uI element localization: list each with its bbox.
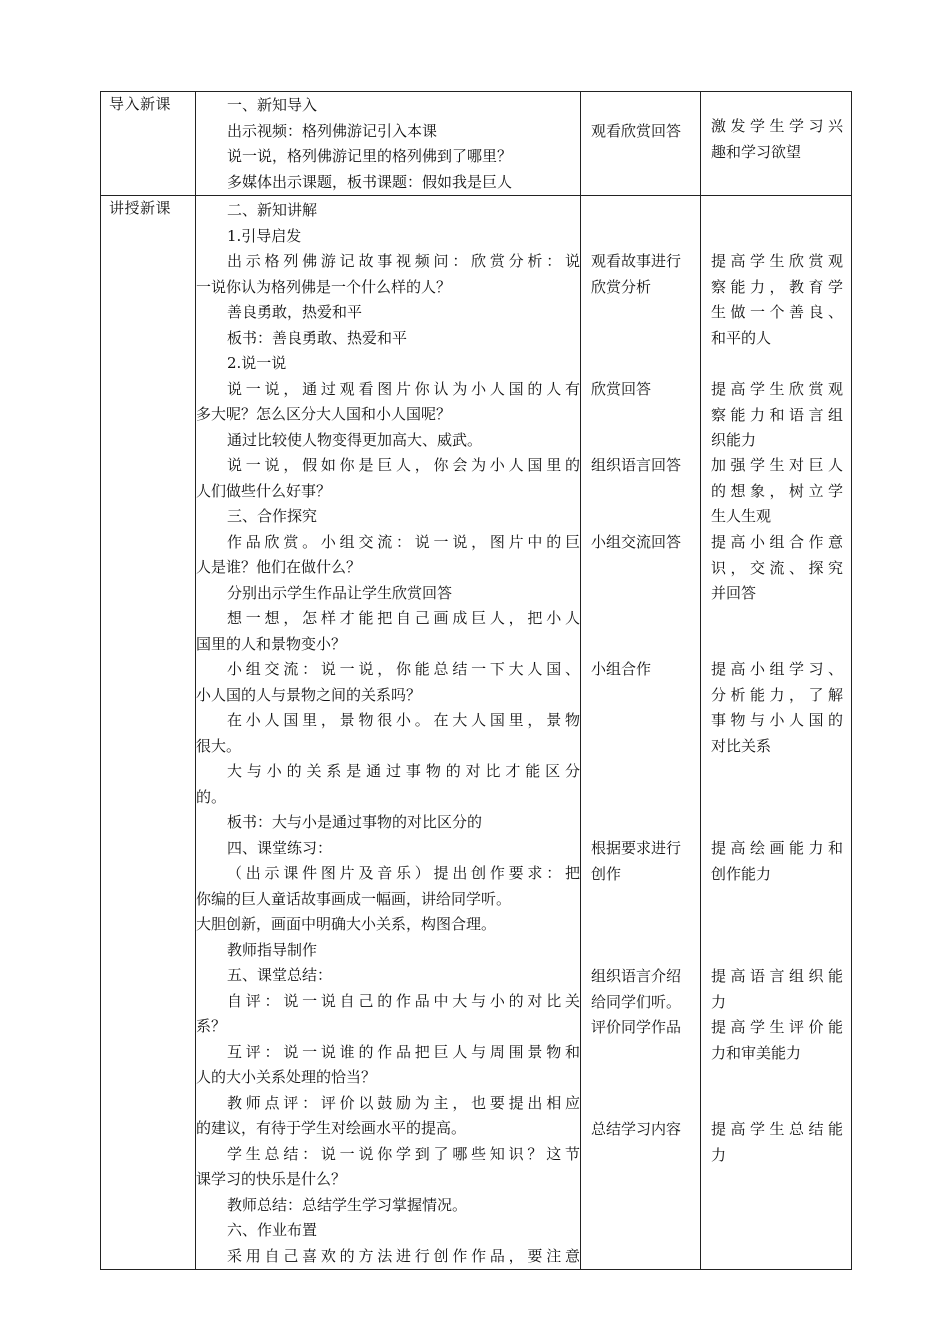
design-intent-text: 力和审美能力: [711, 1043, 802, 1062]
intent-cell-teaching: [701, 196, 852, 1270]
content-line: 2.说一说: [227, 354, 287, 372]
content-line: 教师指导制作: [227, 940, 318, 959]
design-intent-text: 加强学生对巨人: [711, 456, 843, 474]
content-line: 人们做些什么好事？: [196, 481, 332, 500]
intent-cell-intro: [701, 92, 852, 196]
student-activity-text: 组织语言回答: [591, 456, 682, 474]
table-row-intro: [101, 92, 852, 196]
design-intent-text: 并回答: [711, 584, 757, 602]
content-line: 采用自己喜欢的方法进行创作作品，要注意: [227, 1246, 580, 1265]
content-line: 出示视频：格列佛游记引入本课: [227, 121, 438, 140]
stage-cell-intro: [101, 92, 196, 196]
student-cell-intro: [581, 92, 701, 196]
content-line: 一说你认为格列佛是一个什么样的人？: [196, 277, 452, 296]
intent-block: [711, 377, 843, 454]
content-line: 二、新知讲解: [227, 201, 318, 219]
student-block: [591, 836, 692, 887]
design-intent-text: 力: [711, 992, 727, 1011]
stage-cell-teaching: [101, 196, 196, 1270]
content-line: 人的大小关系处理的恰当？: [196, 1068, 377, 1086]
table-row-teaching: [101, 196, 852, 1270]
design-intent-text: 的想象，树立学: [711, 481, 843, 500]
content-line: 1.引导启发: [227, 226, 302, 245]
content-line: 想一想，怎样才能把自己画成巨人，把小人: [227, 609, 580, 627]
content-line: 在小人国里，景物很小。在大人国里，景物: [227, 711, 580, 729]
design-intent-text: 事物与小人国的: [711, 711, 843, 729]
design-intent-text: 创作能力: [711, 864, 772, 883]
content-line: 板书：大与小是通过事物的对比区分的: [227, 813, 483, 831]
lesson-plan-table: [100, 91, 852, 1270]
student-activity-text: 欣赏分析: [591, 277, 652, 296]
content-line: 教师点评：评价以鼓励为主，也要提出相应: [227, 1093, 580, 1112]
student-activity-text: 创作: [591, 864, 622, 883]
student-block: [591, 249, 692, 300]
student-block: [591, 453, 692, 479]
content-line: 教师总结：总结学生学习掌握情况。: [227, 1195, 468, 1214]
content-line: 五、课堂总结：: [227, 966, 333, 984]
student-activity-text: 给同学们听。: [591, 992, 682, 1011]
stage-label: 讲授新课: [109, 199, 172, 217]
content-line: 人是谁？他们在做什么？: [196, 558, 362, 576]
design-intent-text: 织能力: [711, 431, 757, 449]
content-line: 的。: [196, 787, 227, 806]
design-intent-text: 提高绘画能力和: [711, 839, 843, 857]
content-line: 大胆创新，画面中明确大小关系，构图合理。: [196, 915, 497, 933]
content-line: 互评：说一说谁的作品把巨人与周围景物和: [227, 1042, 580, 1061]
content-line: 小组交流：说一说，你能总结一下大人国、: [227, 660, 580, 678]
content-line: 板书：善良勇敢、热爱和平: [227, 328, 408, 347]
design-intent-text: 生做一个善良、: [711, 303, 843, 321]
student-block: [591, 657, 692, 683]
student-activity-text: 根据要求进行: [591, 839, 682, 857]
design-intent-text: 激发学生学习兴: [711, 117, 843, 135]
design-intent-text: 分析能力，了解: [711, 685, 843, 704]
student-activity-text: 观看欣赏回答: [591, 122, 682, 140]
content-line: 出示格列佛游记故事视频问：欣赏分析：说: [227, 252, 580, 270]
intent-block: [711, 836, 843, 887]
content-cell-intro: [196, 92, 581, 196]
student-activity-text: 评价同学作品: [591, 1018, 682, 1036]
content-line: 自评：说一说自己的作品中大与小的对比关: [227, 991, 580, 1010]
content-line: 多大呢？怎么区分大人国和小人国呢？: [196, 405, 452, 423]
design-intent-text: 提高学生总结能: [711, 1120, 843, 1138]
content-line: 多媒体出示课题，板书课题：假如我是巨人: [227, 172, 513, 191]
design-intent-text: 提高语言组织能: [711, 967, 843, 985]
intent-block: [711, 530, 843, 607]
student-activity-text: 观看故事进行: [591, 252, 682, 270]
intent-block: [711, 964, 843, 1066]
content-line: 小人国的人与景物之间的关系吗？: [196, 685, 422, 704]
content-line: 说一说，格列佛游记里的格列佛到了哪里？: [227, 147, 513, 165]
design-intent-text: 力: [711, 1145, 727, 1164]
student-activity-text: 组织语言介绍: [591, 967, 682, 985]
design-intent-text: 提高小组学习、: [711, 660, 843, 678]
content-line: 你编的巨人童话故事画成一幅画，讲给同学听。: [196, 889, 512, 908]
content-line: 三、合作探究: [227, 507, 318, 525]
content-cell-teaching: [196, 196, 581, 1270]
content-line: 系？: [196, 1017, 227, 1035]
student-activity-text: 总结学习内容: [591, 1120, 682, 1138]
design-intent-text: 生人生观: [711, 507, 772, 525]
content-line: 说一说，通过观看图片你认为小人国的人有: [227, 379, 580, 398]
design-intent-text: 察能力和语言组: [711, 405, 843, 424]
student-block: [591, 964, 692, 1041]
student-activity-text: 欣赏回答: [591, 380, 652, 398]
intent-block: [711, 249, 843, 351]
design-intent-text: 提高学生评价能: [711, 1018, 843, 1036]
design-intent-text: 趣和学习欲望: [711, 142, 802, 161]
design-intent-text: 提高学生欣赏观: [711, 380, 843, 398]
stage-label: 导入新课: [109, 95, 172, 113]
design-intent-text: 提高小组合作意: [711, 533, 843, 551]
content-line: 学生总结：说一说你学到了哪些知识？这节: [227, 1144, 580, 1163]
intent-block: [711, 657, 843, 759]
student-block: [591, 377, 692, 403]
design-intent-text: 和平的人: [711, 328, 772, 347]
student-activity-text: 小组交流回答: [591, 533, 682, 551]
content-line: 国里的人和景物变小？: [196, 634, 347, 653]
content-line: 分别出示学生作品让学生欣赏回答: [227, 583, 453, 602]
content-line: 六、作业布置: [227, 1221, 318, 1239]
content-line: 一、新知导入: [227, 96, 318, 114]
student-block: [591, 1117, 692, 1143]
student-cell-teaching: [581, 196, 701, 1270]
student-activity-text: 小组合作: [591, 660, 652, 678]
content-line: 通过比较使人物变得更加高大、威武。: [227, 430, 483, 449]
content-line: 说一说，假如你是巨人，你会为小人国里的: [227, 456, 580, 474]
content-line: 作品欣赏。小组交流：说一说，图片中的巨: [227, 532, 580, 551]
design-intent-text: 提高学生欣赏观: [711, 252, 843, 270]
design-intent-text: 对比关系: [711, 736, 772, 755]
content-line: 四、课堂练习：: [227, 838, 333, 857]
intent-block: [711, 453, 843, 530]
content-line: 的建议，有待于学生对绘画水平的提高。: [196, 1119, 467, 1137]
content-line: 课学习的快乐是什么？: [196, 1170, 347, 1188]
student-block: [591, 530, 692, 556]
content-line: 大与小的关系是通过事物的对比才能区分: [227, 762, 580, 780]
content-line: 善良勇敢，热爱和平: [227, 303, 363, 321]
design-intent-text: 察能力，教育学: [711, 277, 843, 296]
intent-block: [711, 1117, 843, 1168]
design-intent-text: 识，交流、探究: [711, 558, 843, 577]
content-line: （出示课件图片及音乐）提出创作要求：把: [227, 864, 580, 882]
content-line: 很大。: [196, 736, 242, 755]
